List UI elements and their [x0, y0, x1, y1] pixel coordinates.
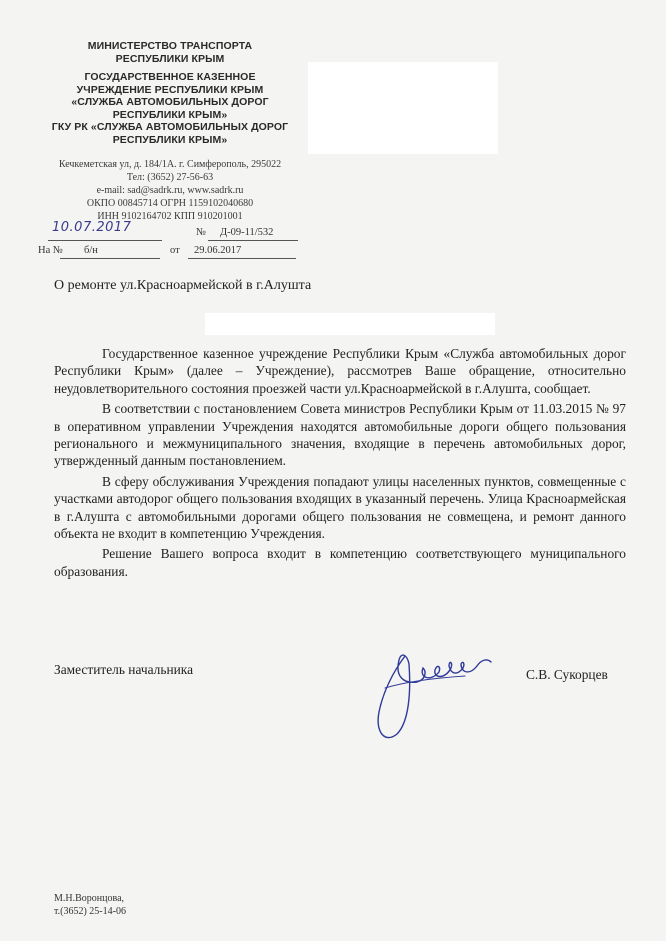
reply-label: На № [38, 245, 63, 256]
body-paragraph-1: Государственное казенное учреждение Республики Крым «Служба автомобильных дорог Республики Крым» (далее – Учреждение), рассмотрев Ваше обращение, относительно неудовлетворительного состояния проезжей части ул.Красноармейской в г.Алушта, сообщает. [54, 346, 626, 396]
signature-scribble [365, 642, 505, 752]
from-date: 29.06.2017 [194, 245, 242, 256]
institution-line-3: «СЛУЖБА АВТОМОБИЛЬНЫХ ДОРОГ [71, 96, 269, 108]
inn-kpp: ИНН 9102164702 КПП 910201001 [97, 211, 243, 222]
outgoing-number: Д-09-11/532 [220, 227, 274, 238]
handwritten-signature [365, 642, 505, 757]
email-web: e-mail: sad@sadrk.ru, www.sadrk.ru [96, 185, 244, 196]
okpo-ogrn: ОКПО 00845714 ОГРН 1159102040680 [86, 198, 254, 209]
address: Кечкеметская ул, д. 184/1А. г. Симферополь, 295022 [58, 159, 282, 170]
from-label: от [170, 245, 180, 256]
signatory-name: С.В. Сукорцев [526, 667, 608, 682]
executor-block [54, 892, 126, 918]
reply-number: б/н [84, 245, 98, 256]
institution-line-4: РЕСПУБЛИКИ КРЫМ» [112, 108, 228, 121]
institution-line-5: ГКУ РК «СЛУЖБА АВТОМОБИЛЬНЫХ ДОРОГ [51, 121, 289, 133]
body-paragraph-3: В сферу обслуживания Учреждения попадают улицы населенных пунктов, совмещенные с участками автодорог общего пользования входящих в указанный перечень. Улица Красноармейская в г.Алушта с автомобильными дорогами общего пользования не совмещена, и ремонт данного объекта не входит в компетенцию Учреждения. [54, 473, 626, 542]
institution-line-6: РЕСПУБЛИКИ КРЫМ» [112, 133, 228, 146]
executor-phone: т.(3652) 25-14-06 [54, 906, 126, 917]
letterhead [30, 40, 310, 146]
institution-line-2: УЧРЕЖДЕНИЕ РЕСПУБЛИКИ КРЫМ [76, 83, 264, 96]
handwritten-date: 10.07.2017 [52, 220, 132, 235]
letter-subject: О ремонте ул.Красноармейской в г.Алушта [54, 278, 312, 293]
ministry-line-1: МИНИСТЕРСТВО ТРАНСПОРТА [87, 40, 253, 52]
outgoing-ref-row [48, 220, 318, 242]
executor-name: М.Н.Воронцова, [54, 893, 125, 904]
phone: Тел: (3652) 27-56-63 [126, 172, 214, 183]
redacted-recipient [308, 62, 498, 154]
body-paragraph-4: Решение Вашего вопроса входит в компетенцию соответствующего муниципального образования. [54, 546, 626, 579]
incoming-ref-row [34, 244, 304, 260]
contact-details [30, 158, 310, 223]
signatory-position: Заместитель начальника [54, 662, 194, 677]
institution-line-1: ГОСУДАРСТВЕННОЕ КАЗЕННОЕ [84, 71, 256, 83]
letter-body [54, 345, 626, 583]
redacted-salutation [205, 313, 495, 335]
ministry-line-2: РЕСПУБЛИКИ КРЫМ [115, 52, 225, 65]
number-label: № [196, 227, 207, 238]
body-paragraph-2: В соответствии с постановлением Совета министров Республики Крым от 11.03.2015 № 97 в оперативном управлении Учреждения находятся автомобильные дороги общего пользования регионального и межмуниципального значения, входящие в перечень автомобильных дорог, утвержденный данным постановлением. [54, 401, 626, 469]
